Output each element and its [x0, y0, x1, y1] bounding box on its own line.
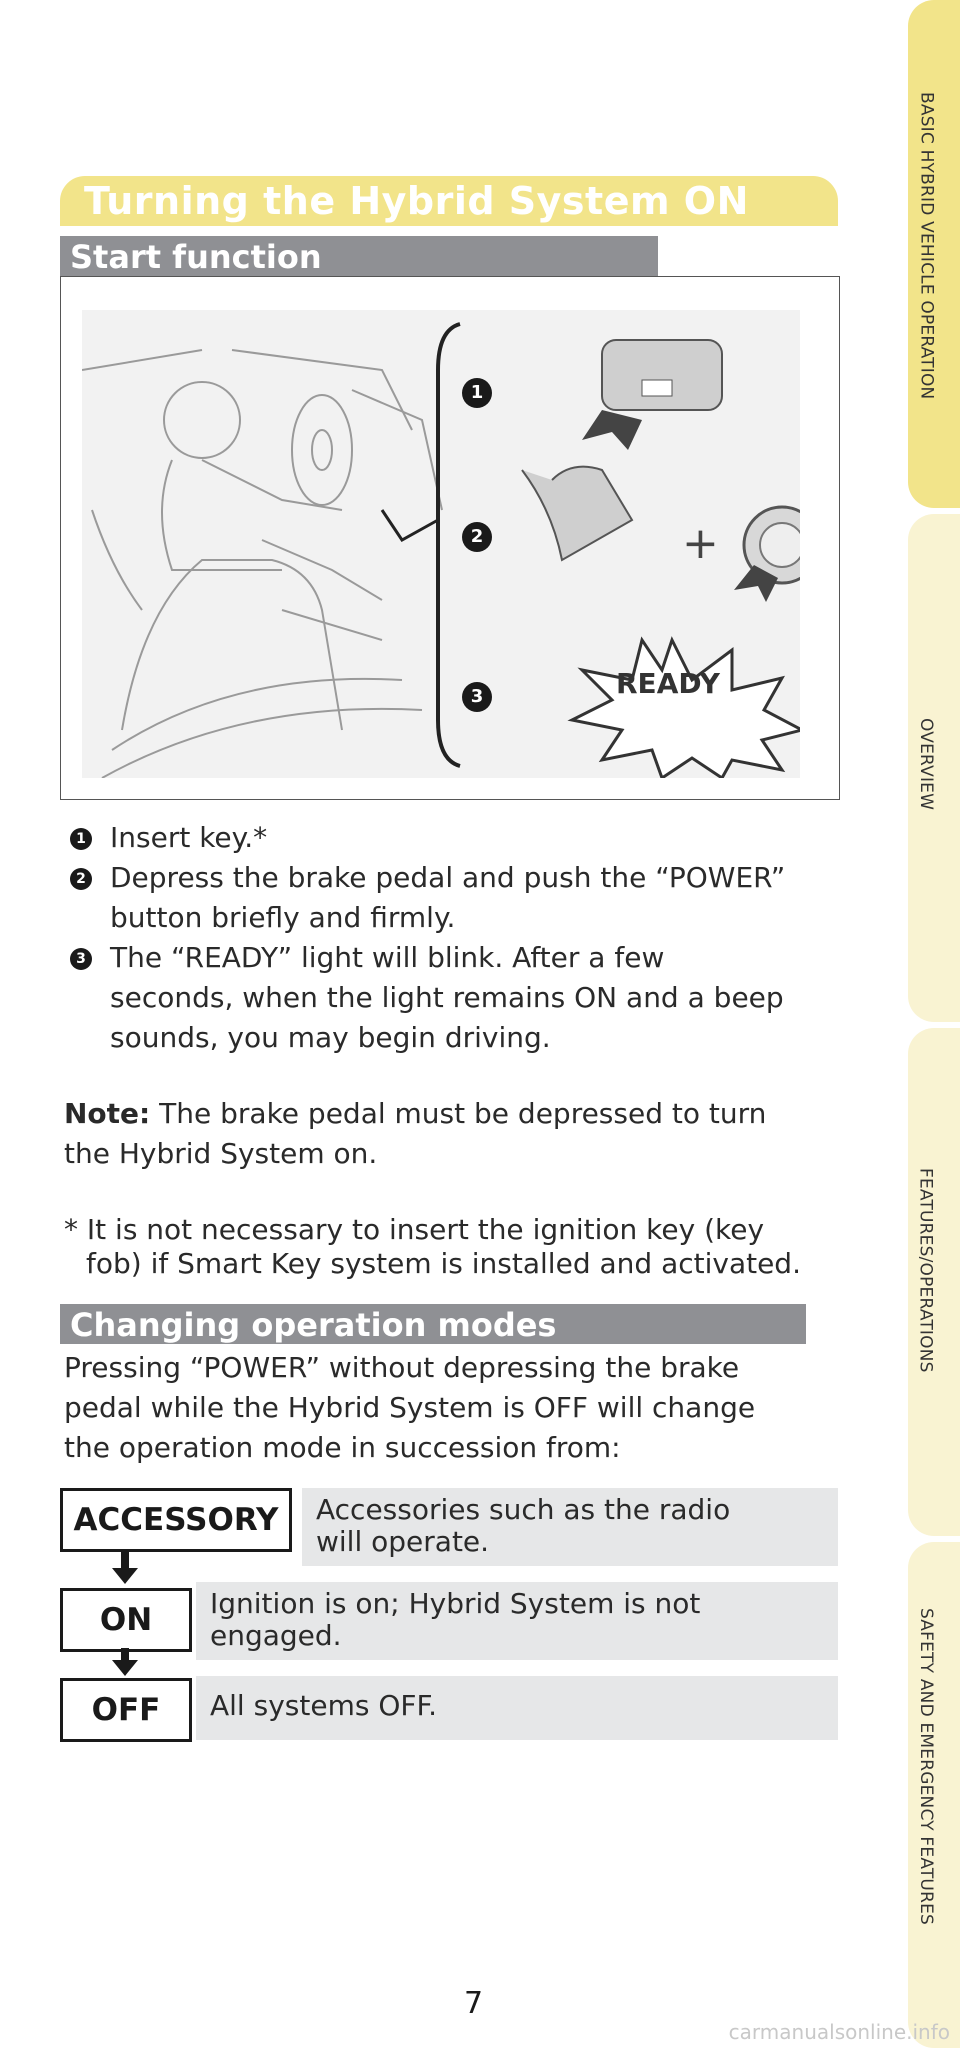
note-text: The brake pedal must be depressed to turn [150, 1097, 767, 1130]
tab-features-operations[interactable] [908, 1028, 960, 1536]
tab-overview[interactable] [908, 514, 960, 1022]
note-label: Note: [64, 1097, 151, 1130]
illustration-marker-3: 3 [462, 682, 492, 712]
note-paragraph [64, 1094, 766, 1134]
footnote-text: * It is not necessary to insert the ignition key (key [64, 1213, 765, 1246]
section-heading-modes: Changing operation modes [60, 1304, 806, 1344]
driver-illustration [82, 310, 800, 778]
plus-sign: + [682, 518, 719, 569]
start-illustration [82, 310, 800, 778]
watermark-text: carmanualsonline.info [728, 2020, 950, 2044]
step-3-text-cont: seconds, when the light remains ON and a beep [110, 981, 784, 1014]
step-number-3: 3 [70, 948, 92, 970]
tab-label: OVERVIEW [916, 718, 936, 811]
footnote-text-cont: fob) if Smart Key system is installed and activated. [86, 1247, 801, 1280]
page-title: Turning the Hybrid System ON [84, 179, 749, 223]
tab-basic-operation[interactable] [908, 0, 960, 508]
step-number-1: 1 [70, 828, 92, 850]
step-3-text-cont2: sounds, you may begin driving. [110, 1021, 551, 1054]
mode-accessory-box: ACCESSORY [60, 1488, 292, 1552]
mode-on-box: ON [60, 1588, 192, 1652]
mode-off-box: OFF [60, 1678, 192, 1742]
note-text-cont: the Hybrid System on. [64, 1137, 378, 1170]
modes-intro-cont2: the operation mode in succession from: [64, 1431, 621, 1464]
illustration-marker-2: 2 [462, 522, 492, 552]
step-2-text-cont: button briefly and firmly. [110, 901, 456, 934]
arrow-down-icon [110, 1648, 140, 1678]
ready-indicator-label: READY [616, 667, 720, 700]
tab-safety-emergency[interactable] [908, 1542, 960, 2048]
tab-label: SAFETY AND EMERGENCY FEATURES [916, 1608, 936, 1926]
step-3-text: The “READY” light will blink. After a few [110, 941, 665, 974]
step-1-text: Insert key.* [110, 821, 268, 854]
modes-intro: Pressing “POWER” without depressing the brake [64, 1351, 740, 1384]
tab-label: FEATURES/OPERATIONS [916, 1168, 936, 1373]
step-number-2: 2 [70, 868, 92, 890]
tab-label: BASIC HYBRID VEHICLE OPERATION [916, 92, 936, 400]
mode-accessory-description: Accessories such as the radio will operate. [302, 1488, 838, 1566]
title-banner [60, 176, 838, 226]
step-2-text: Depress the brake pedal and push the “POWER” [110, 861, 786, 894]
arrow-down-icon [110, 1550, 140, 1586]
mode-off-description: All systems OFF. [196, 1676, 838, 1740]
page-number: 7 [464, 1986, 484, 2021]
modes-intro-cont: pedal while the Hybrid System is OFF will change [64, 1391, 756, 1424]
section-heading-start: Start function [60, 236, 658, 276]
mode-on-description: Ignition is on; Hybrid System is not engaged. [196, 1582, 838, 1660]
illustration-marker-1: 1 [462, 378, 492, 408]
